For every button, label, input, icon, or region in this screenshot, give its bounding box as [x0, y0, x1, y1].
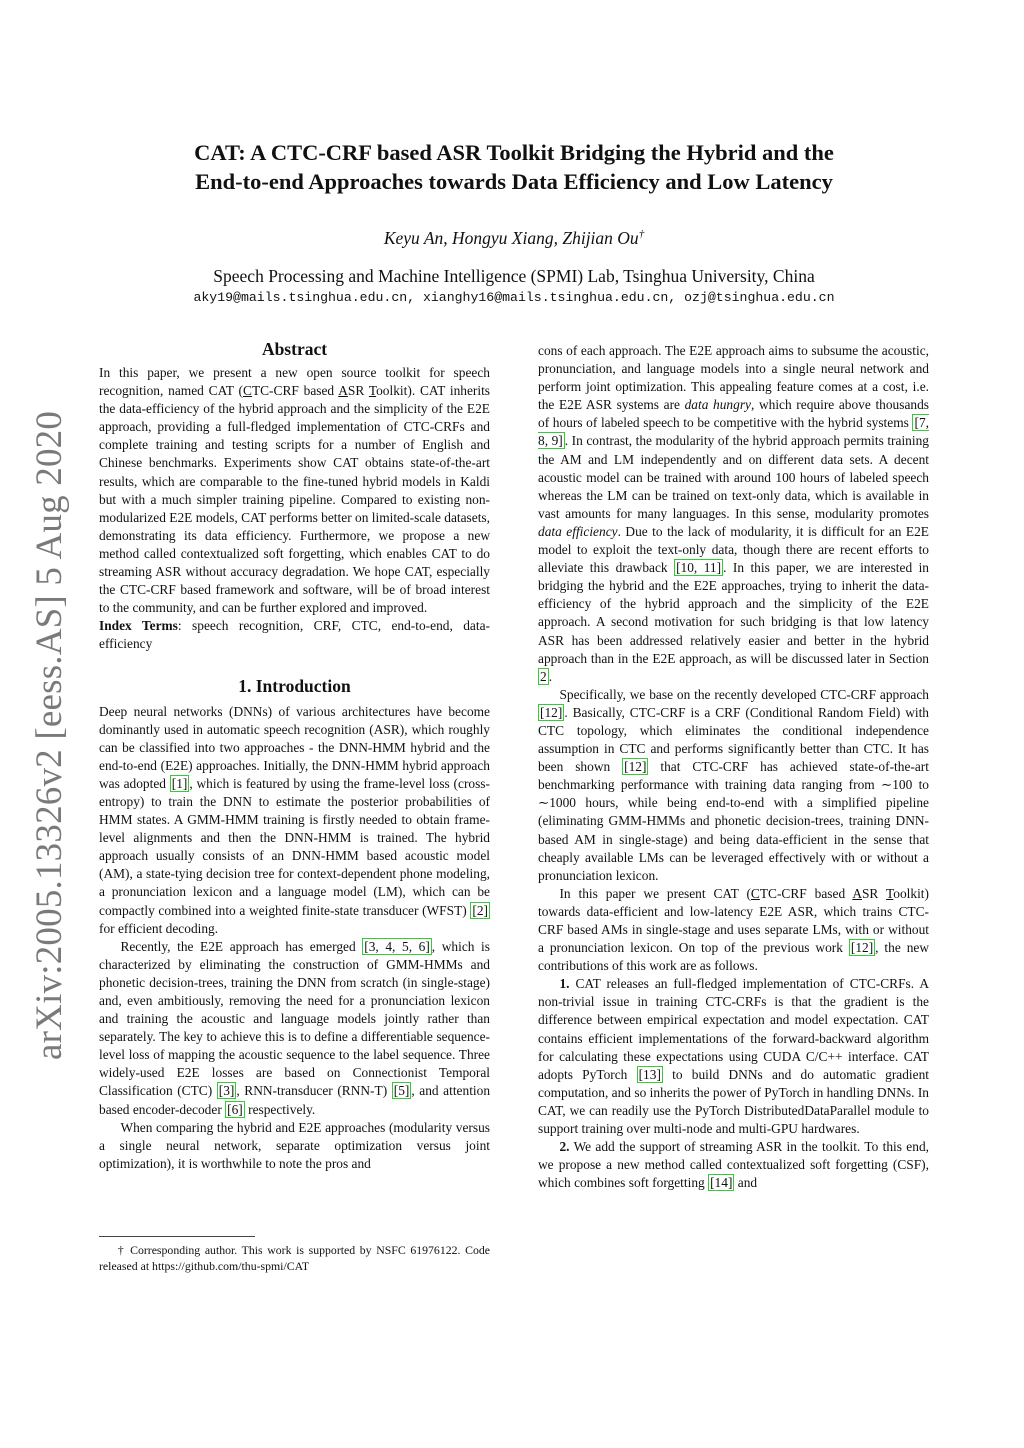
- intro-paragraph-4: Specifically, we base on the recently developed CTC-CRF approach [12] . Basically, CTC-CRF is a CRF (Conditional Random Field) with CTC topology, which eliminates the conditional independence assumption in CTC and performs significantly better than CTC. It has been shown [12] that CTC-CRF has achieved state-of-the-art benchmarking performance with training data ranging from ∼100 to ∼1000 hours, while being end-to-end with a simplified pipeline (eliminating GMM-HMMs and phonetic decision-trees, training DNN-based AM in single-stage) and being data-efficient in the sense that cheaply available LMs can be leveraged effectively with or without a pronunciation lexicon.: [538, 686, 929, 883]
- contribution-1: 1. CAT releases an full-fledged implementation of CTC-CRFs. A non-trivial issue in training CTC-CRFs is that the gradient is the difference between empirical expectation and model expectation. CAT contains efficient implementations of the forward-backward algorithm for calculating these expectations using CUDA C/C++ interface. CAT adopts PyTorch [13] to build DNNs and do automatic gradient computation, and so inherits the power of PyTorch in handling DNNs. In CAT, we can readily use the PyTorch DistributedDataParallel module to support training over multi-node and multi-GPU hardwares.: [538, 976, 929, 1137]
- arxiv-identifier: arXiv:2005.13326v2 [eess.AS] 5 Aug 2020: [29, 410, 70, 1060]
- index-terms: Index Terms: speech recognition, CRF, CTC, end-to-end, data-efficiency: [99, 618, 491, 652]
- authors: [98, 223, 930, 249]
- corresponding-author-mark: †: [638, 228, 645, 240]
- index-terms-label: Index Terms: [99, 618, 178, 634]
- right-column: [538, 342, 929, 1192]
- section-link[interactable]: 2: [540, 668, 547, 684]
- citation-link[interactable]: [5]: [393, 1083, 410, 1099]
- citation-link[interactable]: [12]: [850, 940, 874, 956]
- paper-title-line-2: End-to-end Approaches towards Data Efficiency and Low Latency: [195, 169, 833, 194]
- citation-link[interactable]: [2]: [472, 902, 488, 918]
- citation-link[interactable]: [12]: [624, 759, 647, 775]
- introduction-heading: 1. Introduction: [238, 675, 351, 696]
- citation-link[interactable]: [14]: [710, 1175, 733, 1191]
- paper-header: [98, 138, 930, 307]
- citation-link[interactable]: [13]: [638, 1066, 661, 1082]
- contribution-2: 2. We add the support of streaming ASR in the toolkit. To this end, we propose a new method called contextualized soft forgetting (CSF), which combines soft forgetting [14] and: [538, 1139, 929, 1191]
- citation-link[interactable]: [3, 4, 5, 6]: [364, 938, 430, 954]
- footnote-rule: [99, 1236, 255, 1237]
- intro-paragraph-3-continued: cons of each approach. The E2E approach aims to subsume the acoustic, pronunciation, and language models into a single neural network and perform joint optimization. This appealing feature comes at a cost, i.e. the E2E ASR systems are data hungry, which require above thousands of hours of labeled speech to be competitive with the hybrid systems [7, 8, 9] . In contrast, the modularity of the hybrid approach permits training the AM and LM independently and on different data sets. A decent acoustic model can be trained with around 100 hours of labeled speech whereas the LM can be trained on text-only data, which is available in vast amounts for many languages. In this sense, modularity promotes data efficiency. Due to the lack of modularity, it is difficult for an E2E model to exploit the text-only data, though there are recent efforts to alleviate this drawback [10, 11] . In this paper, we are interested in bridging the hybrid and the E2E approaches, trying to inherit the data-efficiency of the hybrid approach and the simplicity of the E2E approach. A second motivation for such bridging is that low latency ASR has been addressed relatively easier and better in the hybrid approach than in the E2E approach, as will be discussed later in Section 2 .: [538, 343, 930, 684]
- citation-link[interactable]: [6]: [227, 1101, 243, 1117]
- paper-title-line-1: CAT: A CTC-CRF based ASR Toolkit Bridging the Hybrid and the: [194, 140, 834, 165]
- citation-link[interactable]: [1]: [171, 775, 188, 791]
- affiliation: Speech Processing and Machine Intelligence (SPMI) Lab, Tsinghua University, China: [213, 265, 815, 286]
- left-column: [99, 338, 490, 1173]
- footnote: [99, 1236, 490, 1274]
- intro-paragraph-1: Deep neural networks (DNNs) of various architectures have become dominantly used in automatic speech recognition (ASR), which roughly can be classified into two approaches - the DNN-HMM hybrid and the end-to-end (E2E) approaches. Initially, the DNN-HMM hybrid approach was adopted [1] , which is featured by using the frame-level loss (cross-entropy) to train the DNN to estimate the posterior probabilities of HMM states. A GMM-HMM training is firstly needed to obtain frame-level alignments and then the DNN-HMM is trained. The hybrid approach usually consists of an DNN-HMM based acoustic model (AM), a state-tying decision tree for context-dependent phone modeling, a pronunciation lexicon and a language model (LM), which can be compactly combined into a weighted finite-state transducer (WFST) [2] for efficient decoding.: [99, 703, 490, 936]
- intro-paragraph-3: When comparing the hybrid and E2E approaches (modularity versus a single neural network, separate optimization versus joint optimization), it is worthwhile to note the pros and: [99, 1119, 490, 1171]
- intro-paragraph-5: In this paper we present CAT (CTC-CRF based ASR Toolkit) towards data-efficient and low-latency E2E ASR, which trains CTC-CRF based AMs in single-stage and uses separate LMs, with or without a pronunciation lexicon. On top of the previous work [12] , the new contributions of this work are as follows.: [538, 885, 929, 974]
- citation-link[interactable]: [7, 8, 9]: [538, 415, 929, 449]
- author-names: Keyu An, Hongyu Xiang, Zhijian Ou: [383, 227, 639, 248]
- intro-paragraph-2: Recently, the E2E approach has emerged [3, 4, 5, 6] , which is characterized by eliminating the construction of GMM-HMMs and phonetic decision-trees, training the DNN from scratch (in single-stage) and, even ambitiously, removing the need for a pronunciation lexicon and training the acoustic and language models jointly rather than separately. The key to achieve this is to define a differentiable sequence-level loss of mapping the acoustic sequence to the label sequence. Three widely-used E2E losses are based on Connectionist Temporal Classification (CTC) [3] , RNN-transducer (RNN-T) [5] , and attention based encoder-decoder [6] respectively.: [99, 938, 491, 1117]
- abstract-paragraph: In this paper, we present a new open source toolkit for speech recognition, named CAT (CTC-CRF based ASR Toolkit). CAT inherits the data-efficiency of the hybrid approach and the simplicity of the E2E approach, providing a full-fledged implementation of CTC-CRFs and complete training and testing scripts for a number of English and Chinese benchmarks. Experiments show CAT obtains state-of-the-art results, which are comparable to the fine-tuned hybrid models in Kaldi but with a much simpler training pipeline. Compared to existing non-modularized E2E models, CAT performs better on limited-scale datasets, demonstrating its data efficiency. Furthermore, we propose a new method called contextualized soft forgetting, which enables CAT to do streaming ASR without accuracy degradation. We hope CAT, especially the CTC-CRF based framework and software, will be of broad interest to the community, and can be further explored and improved.: [99, 365, 491, 616]
- citation-link[interactable]: [12]: [540, 704, 563, 720]
- citation-link[interactable]: [10, 11]: [676, 560, 722, 576]
- footnote-text: † Corresponding author. This work is supported by NSFC 61976122. Code released at https://github.com/thu-spmi/CAT: [99, 1243, 490, 1273]
- abstract-heading: Abstract: [261, 339, 328, 359]
- citation-link[interactable]: [3]: [218, 1083, 235, 1099]
- author-emails: aky19@mails.tsinghua.edu.cn, xianghy16@mails.tsinghua.edu.cn, ozj@tsinghua.edu.cn: [193, 289, 835, 305]
